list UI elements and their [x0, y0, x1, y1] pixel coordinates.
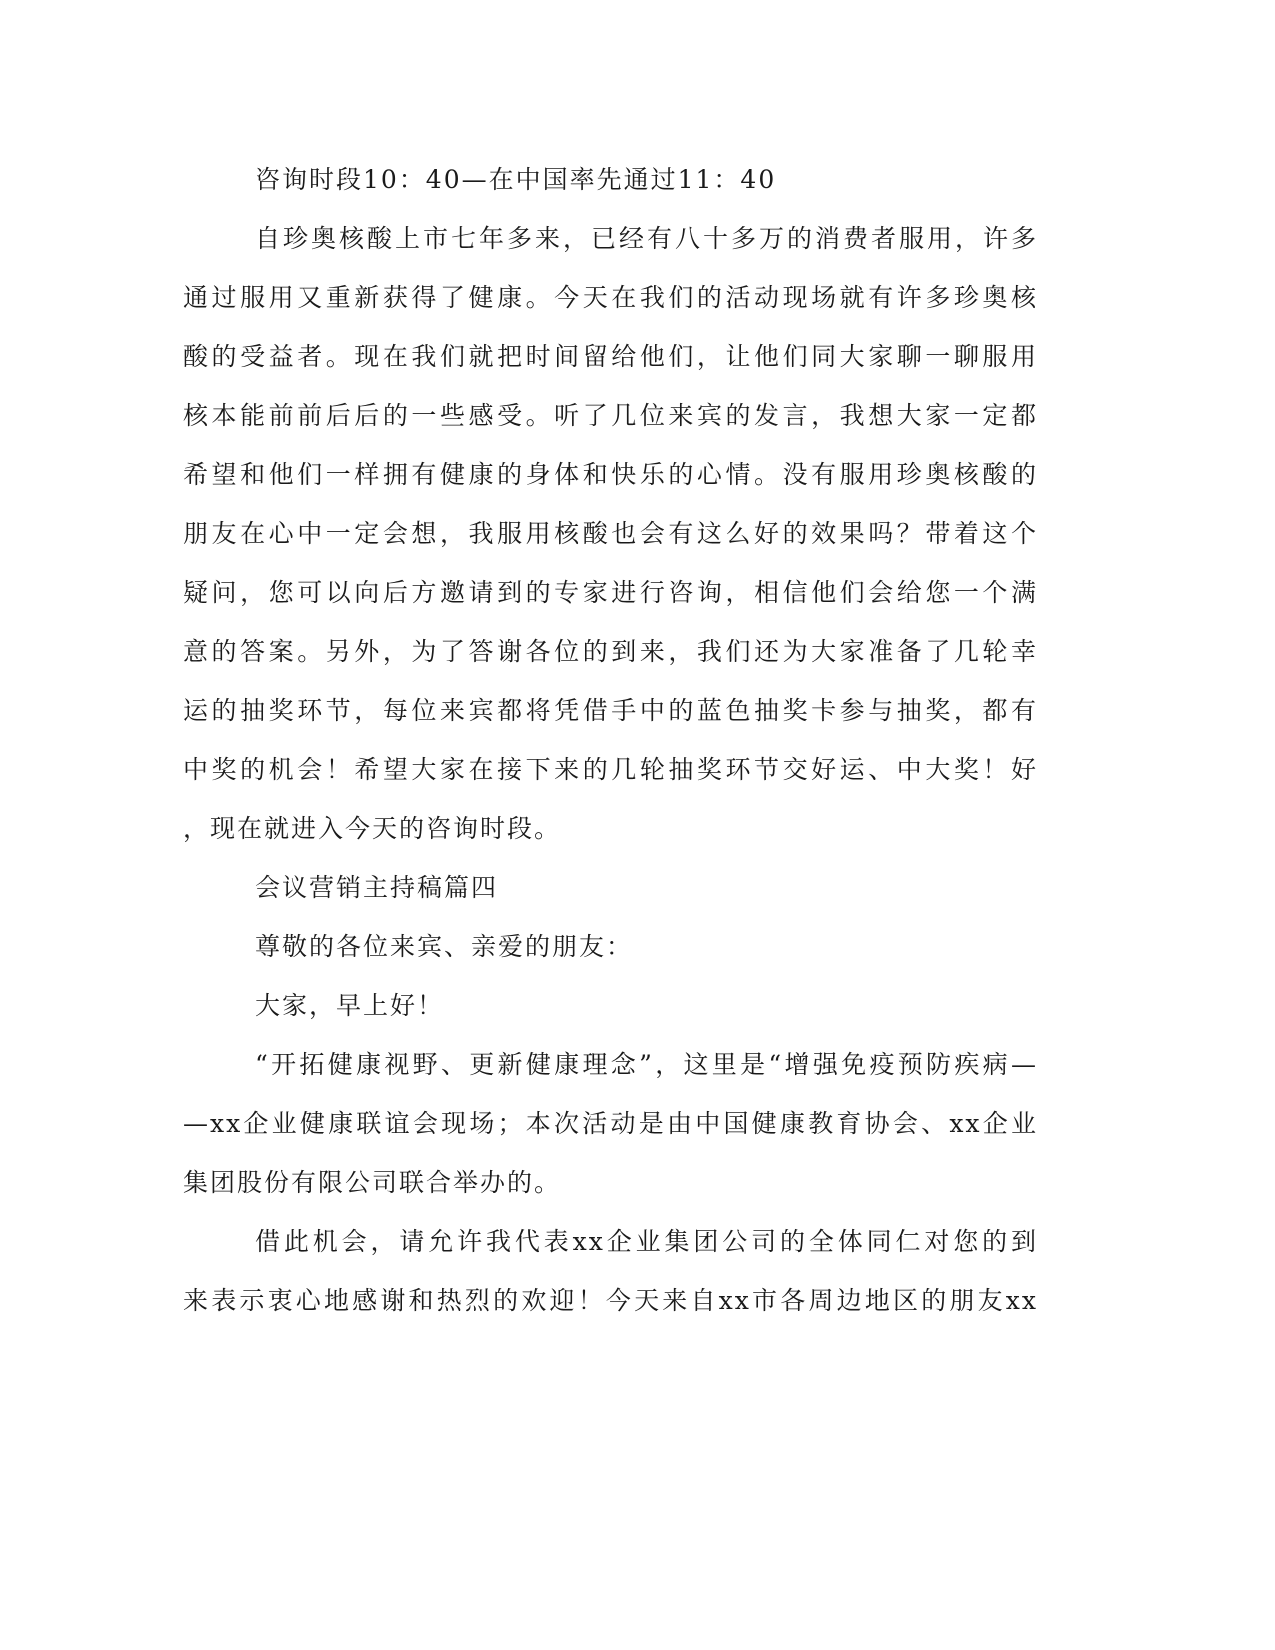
paragraph-line: —xx企业健康联谊会现场；本次活动是由中国健康教育协会、xx企业	[183, 1109, 1038, 1138]
salutation: 尊敬的各位来宾、亲爱的朋友：	[255, 932, 634, 961]
paragraph-line: 朋友在心中一定会想，我服用核酸也会有这么好的效果吗？带着这个	[183, 519, 1038, 548]
paragraph-line: 酸的受益者。现在我们就把时间留给他们，让他们同大家聊一聊服用	[183, 342, 1038, 371]
greeting: 大家，早上好！	[255, 991, 445, 1020]
paragraph-line: 中奖的机会！希望大家在接下来的几轮抽奖环节交好运、中大奖！好	[183, 755, 1038, 784]
paragraph-line: 自珍奥核酸上市七年多来，已经有八十多万的消费者服用，许多	[255, 224, 1038, 253]
paragraph-line: 运的抽奖环节，每位来宾都将凭借手中的蓝色抽奖卡参与抽奖，都有	[183, 696, 1038, 725]
paragraph-consult-time: 咨询时段10：40—在中国率先通过11：40	[255, 165, 777, 194]
paragraph-line: 集团股份有限公司联合举办的。	[183, 1168, 562, 1197]
paragraph-line: 核本能前前后后的一些感受。听了几位来宾的发言，我想大家一定都	[183, 401, 1038, 430]
paragraph-line: ，现在就进入今天的咨询时段。	[183, 814, 562, 843]
paragraph-line: 借此机会，请允许我代表xx企业集团公司的全体同仁对您的到	[255, 1227, 1038, 1256]
paragraph-line: 来表示衷心地感谢和热烈的欢迎！今天来自xx市各周边地区的朋友xx	[183, 1286, 1038, 1315]
section-heading: 会议营销主持稿篇四	[255, 873, 499, 902]
paragraph-line: 希望和他们一样拥有健康的身体和快乐的心情。没有服用珍奥核酸的	[183, 460, 1038, 489]
paragraph-line: 疑问，您可以向后方邀请到的专家进行咨询，相信他们会给您一个满	[183, 578, 1038, 607]
paragraph-line: “开拓健康视野、更新健康理念”，这里是“增强免疫预防疾病—	[255, 1050, 1038, 1079]
paragraph-line: 意的答案。另外，为了答谢各位的到来，我们还为大家准备了几轮幸	[183, 637, 1038, 666]
paragraph-line: 通过服用又重新获得了健康。今天在我们的活动现场就有许多珍奥核	[183, 283, 1038, 312]
